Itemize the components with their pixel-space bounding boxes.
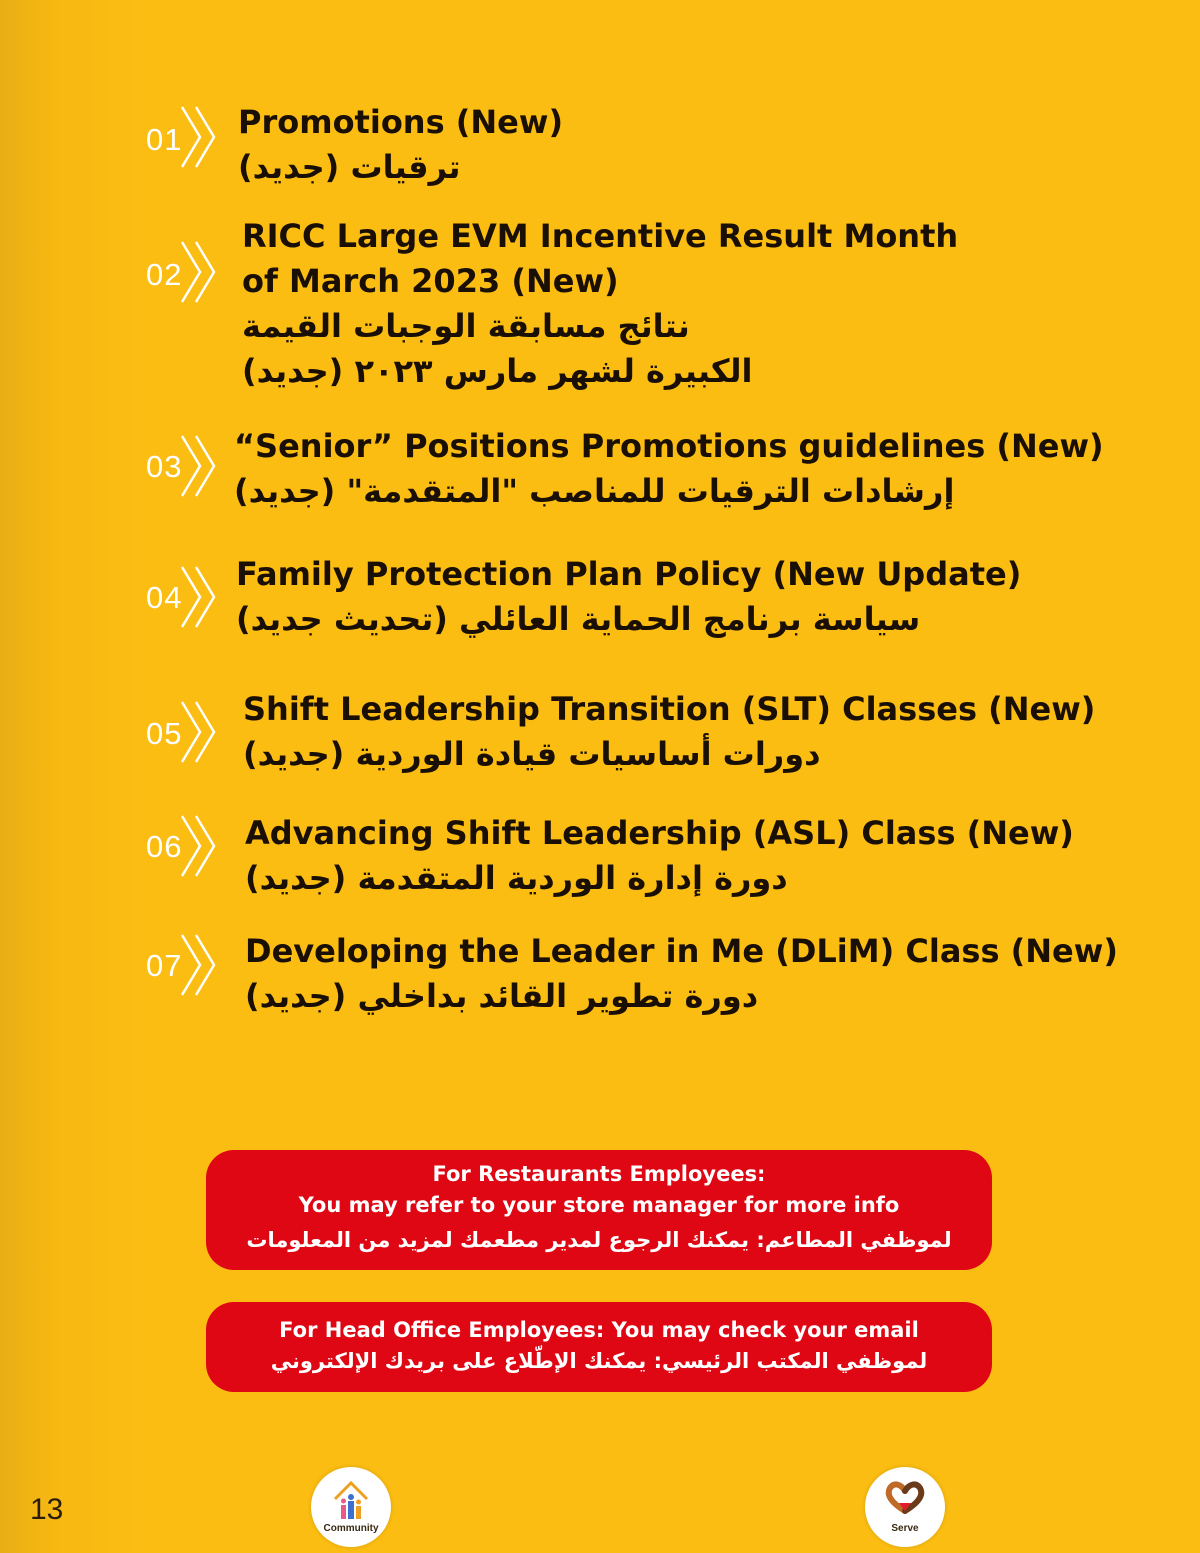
item-text: [243, 687, 1095, 777]
item-title-en: RICC Large EVM Incentive Result Month: [242, 217, 959, 255]
item-number: 06: [146, 829, 183, 864]
item-title-ar: الكبيرة لشهر مارس ٢٠٢٣ (جديد): [242, 352, 753, 390]
item-title-en: “Senior” Positions Promotions guidelines (New): [234, 427, 1104, 465]
item-number: 05: [146, 716, 183, 751]
badge-label: Community: [323, 1523, 379, 1534]
notice-line: For Head Office Employees: You may check your email: [279, 1318, 919, 1342]
item-number: 01: [146, 122, 183, 157]
notice-line: For Restaurants Employees:: [432, 1162, 766, 1186]
community-badge: [311, 1467, 391, 1547]
item-title-ar: نتائج مسابقة الوجبات القيمة: [242, 307, 690, 345]
double-chevron-icon: [178, 565, 224, 629]
head-office-notice-box: [206, 1302, 992, 1392]
double-chevron-icon: [178, 105, 224, 169]
item-title-en: of March 2023 (New): [242, 262, 619, 300]
item-title-ar: دورة تطوير القائد بداخلي (جديد): [245, 977, 759, 1015]
item-text: [245, 929, 1118, 1019]
item-text: [242, 214, 958, 394]
item-text: [236, 552, 1021, 642]
item-text: [238, 100, 563, 190]
badge-label: Serve: [891, 1523, 919, 1534]
item-title-en: Family Protection Plan Policy (New Update): [236, 555, 1022, 593]
item-title-ar: سياسة برنامج الحماية العائلي (تحديث جديد): [236, 600, 921, 638]
item-title-ar: ترقيات (جديد): [238, 148, 461, 186]
notice-line-ar: لموظفي المطاعم: يمكنك الرجوع لمدير مطعمك لمزيد من المعلومات: [246, 1228, 952, 1252]
community-house-icon: [333, 1479, 369, 1521]
item-title-en: Promotions (New): [238, 103, 564, 141]
item-title-en: Advancing Shift Leadership (ASL) Class (New): [245, 814, 1074, 852]
item-title-ar: دورات أساسيات قيادة الوردية (جديد): [243, 735, 821, 773]
item-number: 03: [146, 449, 183, 484]
item-title-en: Shift Leadership Transition (SLT) Classes (New): [243, 690, 1096, 728]
item-number: 04: [146, 580, 183, 615]
item-number: 02: [146, 257, 183, 292]
double-chevron-icon: [178, 814, 224, 878]
item-text: [234, 424, 1104, 514]
item-text: [245, 811, 1074, 901]
page-number: 13: [30, 1493, 64, 1526]
item-number: 07: [146, 948, 183, 983]
double-chevron-icon: [178, 240, 224, 304]
double-chevron-icon: [178, 700, 224, 764]
double-chevron-icon: [178, 933, 224, 997]
notice-line: You may refer to your store manager for more info: [298, 1193, 900, 1217]
double-chevron-icon: [178, 434, 224, 498]
serve-badge: [865, 1467, 945, 1547]
restaurants-notice-box: [206, 1150, 992, 1270]
item-title-ar: دورة إدارة الوردية المتقدمة (جديد): [245, 859, 788, 897]
notice-line-ar: لموظفي المكتب الرئيسي: يمكنك الإطّلاع على بريدك الإلكتروني: [270, 1349, 928, 1373]
heart-hands-icon: [882, 1481, 928, 1517]
item-title-en: Developing the Leader in Me (DLiM) Class (New): [245, 932, 1118, 970]
item-title-ar: إرشادات الترقيات للمناصب "المتقدمة" (جديد): [234, 472, 955, 510]
